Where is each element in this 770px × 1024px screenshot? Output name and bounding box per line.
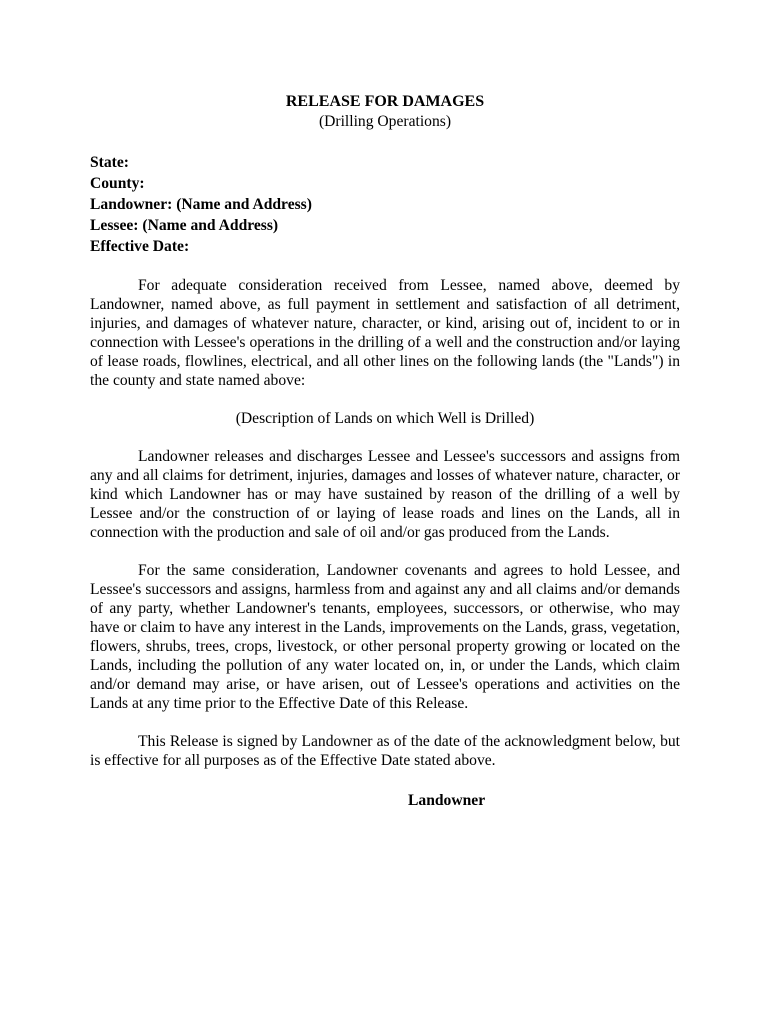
document-subtitle: (Drilling Operations) (318, 113, 452, 130)
paragraph-release: Landowner releases and discharges Lessee and Lessee's successors and assigns from any and all claims for detriment, injuries, damages and losses of whatever nature, character, or kind which Landowner has or may have sustained by reason of the drilling of a well by Lessee and/or the construction of or laying of lease roads and lines on the Lands, all in connection with the production and sale of oil and/or gas produced from the Lands. (90, 448, 680, 541)
field-effective-date: Effective Date: (90, 238, 190, 255)
signature-label: Landowner (408, 792, 486, 809)
paragraph-signing: This Release is signed by Landowner as of the date of the acknowledgment below, but is effective for all purposes as of the Effective Date stated above. (90, 733, 680, 769)
field-landowner: Landowner: (Name and Address) (90, 196, 312, 213)
field-county: County: (90, 175, 145, 192)
document-title: RELEASE FOR DAMAGES (285, 93, 485, 110)
field-state: State: (90, 154, 129, 171)
paragraph-hold-harmless: For the same consideration, Landowner covenants and agrees to hold Lessee, and Lessee's successors and assigns, harmless from and against any and all claims and/or demands of any party, whether Landowner's tenants, employees, successors, or otherwise, who may have or claim to have any interest in the Lands, improvements on the Lands, grass, vegetation, flowers, shrubs, trees, crops, livestock, or other personal property growing or located on the Lands, including the pollution of any water located on, in, or under the Lands, which claim and/or demand may arise, or have arisen, out of Lessee's operations and activities on the Lands at any time prior to the Effective Date of this Release. (90, 562, 680, 712)
field-lessee: Lessee: (Name and Address) (90, 217, 279, 234)
field-block (90, 152, 680, 257)
paragraph-consideration: For adequate consideration received from Lessee, named above, deemed by Landowner, named above, as full payment in settlement and satisfaction of all detriment, injuries, and damages of whatever nature, character, or kind, arising out of, incident to or in connection with Lessee's operations in the drilling of a well and the construction and/or laying of lease roads, flowlines, electrical, and all other lines on the following lands (the "Lands") in the county and state named above: (90, 277, 680, 389)
lands-description-line: (Description of Lands on which Well is Drilled) (235, 410, 535, 427)
